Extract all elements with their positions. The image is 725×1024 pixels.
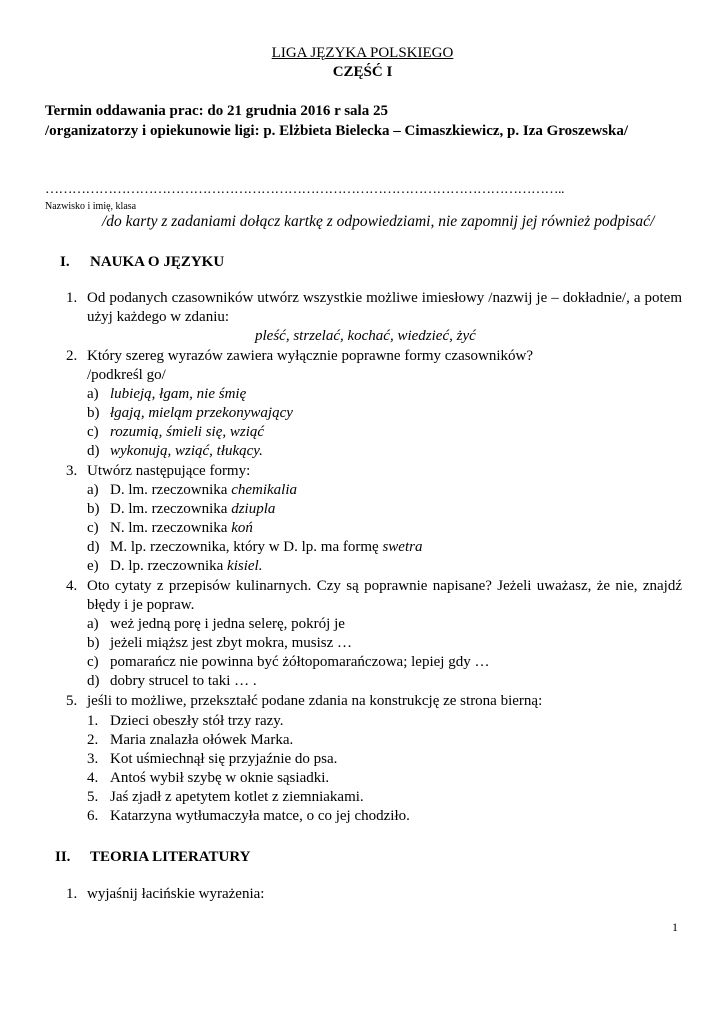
document-part: CZĘŚĆ I — [332, 64, 393, 80]
q4-option-letter: c) — [87, 654, 99, 670]
s2-q1-number: 1. — [66, 886, 78, 902]
q3-option-letter: c) — [87, 520, 99, 536]
q2-option-text: rozumią, śmieli się, wziąć — [110, 424, 265, 440]
q3-option-text — [110, 539, 422, 556]
q4-option-text: jeżeli miąższ jest zbyt mokra, musisz … — [110, 635, 353, 651]
section2-number: II. — [55, 849, 71, 865]
q4-option-text: pomarańcz nie powinna być żółtopomarańczowa; lepiej gdy … — [110, 654, 490, 670]
q3-number: 3. — [66, 463, 78, 479]
document-title: LIGA JĘZYKA POLSKIEGO — [271, 45, 454, 61]
q1-verbs: pleść, strzelać, kochać, wiedzieć, żyć — [255, 328, 476, 344]
q2-line1: Który szereg wyrazów zawiera wyłącznie poprawne formy czasowników? — [87, 348, 534, 364]
instruction-text: /do karty z zadaniami dołącz kartkę z odpowiedziami, nie zapomnij jej również podpisać/ — [102, 213, 655, 230]
q3-option-prefix: N. lm. rzeczownika — [110, 520, 232, 536]
q5-item-text: Katarzyna wytłumaczyła matce, o co jej chodziło. — [110, 808, 410, 824]
q4-option-letter: a) — [87, 616, 99, 632]
q2-option-text: wykonują, wziąć, tłukący. — [110, 443, 263, 459]
q5-item-number: 2. — [87, 732, 99, 748]
q3-option-text — [110, 501, 275, 518]
organizers-text: /organizatorzy i opiekunowie ligi: p. Elżbieta Bielecka – Cimaszkiewicz, p. Iza Groszewska/ — [45, 123, 629, 139]
s2-q1-text: wyjaśnij łacińskie wyrażenia: — [87, 886, 265, 902]
q2-option-letter: d) — [87, 443, 100, 459]
q5-item-number: 6. — [87, 808, 99, 824]
q4-option-text: weż jedną porę i jedna selerę, pokrój je — [110, 616, 345, 632]
q4-option-letter: d) — [87, 673, 100, 689]
q3-option-prefix: M. lp. rzeczownika, który w D. lp. ma formę — [110, 539, 383, 555]
section2-title: TEORIA LITERATURY — [90, 849, 251, 865]
q3-option-text — [110, 482, 297, 499]
q1-line1: Od podanych czasowników utwórz wszystkie możliwe imiesłowy /nazwij je – dokładnie/, a potem — [87, 290, 682, 306]
q2-option-text: łgają, mieląm przekonywający — [110, 405, 293, 421]
q3-option-letter: b) — [87, 501, 100, 517]
q4-option-text: dobry strucel to taki … . — [110, 673, 257, 689]
q3-option-letter: e) — [87, 558, 99, 574]
q5-number: 5. — [66, 693, 78, 709]
q3-option-letter: d) — [87, 539, 100, 555]
q3-option-text — [110, 558, 262, 575]
q4-line1: Oto cytaty z przepisów kulinarnych. Czy są poprawnie napisane? Jeżeli uważasz, że nie, znajdź — [87, 578, 682, 594]
q4-option-letter: b) — [87, 635, 100, 651]
q5-item-text: Maria znalazła ołówek Marka. — [110, 732, 294, 748]
section1-title: NAUKA O JĘZYKU — [90, 254, 225, 270]
q3-option-prefix: D. lm. rzeczownika — [110, 482, 232, 498]
q2-line2: /podkreśl go/ — [87, 367, 166, 383]
q3-line1: Utwórz następujące formy: — [87, 463, 251, 479]
deadline-text: Termin oddawania prac: do 21 grudnia 2016 r sala 25 — [45, 103, 388, 119]
name-label: Nazwisko i imię, klasa — [45, 201, 137, 212]
q2-option-letter: b) — [87, 405, 100, 421]
q3-option-word: swetra — [382, 539, 423, 555]
section1-number: I. — [60, 254, 70, 270]
q4-number: 4. — [66, 578, 78, 594]
q5-item-text: Antoś wybił szybę w oknie sąsiadki. — [110, 770, 330, 786]
q5-item-number: 5. — [87, 789, 99, 805]
q3-option-word: dziupla — [231, 501, 276, 517]
q2-number: 2. — [66, 348, 78, 364]
q4-line2: błędy i je popraw. — [87, 597, 195, 613]
q3-option-letter: a) — [87, 482, 99, 498]
q2-option-letter: c) — [87, 424, 99, 440]
q1-line2: użyj każdego w zdaniu: — [87, 309, 230, 325]
q2-option-text: lubieją, łgam, nie śmię — [110, 386, 247, 402]
q5-item-number: 3. — [87, 751, 99, 767]
q2-option-letter: a) — [87, 386, 99, 402]
q3-option-word: koń — [231, 520, 253, 536]
q5-item-number: 1. — [87, 713, 99, 729]
q5-line1: jeśli to możliwe, przekształć podane zdania na konstrukcję ze strona bierną: — [87, 693, 543, 709]
q3-option-word: chemikalia — [231, 482, 298, 498]
q3-option-text — [110, 520, 253, 537]
q3-option-word: kisiel. — [227, 558, 263, 574]
q1-number: 1. — [66, 290, 78, 306]
name-dotted-line: …………………………………………………………………………………………………….. — [45, 182, 564, 197]
q5-item-text: Dzieci obeszły stół trzy razy. — [110, 713, 284, 729]
q3-option-prefix: D. lm. rzeczownika — [110, 501, 232, 517]
q5-item-text: Jaś zjadł z apetytem kotlet z ziemniakami. — [110, 789, 364, 805]
q3-option-prefix: D. lp. rzeczownika — [110, 558, 228, 574]
page-number: 1 — [672, 920, 678, 934]
q5-item-number: 4. — [87, 770, 99, 786]
q5-item-text: Kot uśmiechnął się przyjaźnie do psa. — [110, 751, 338, 767]
